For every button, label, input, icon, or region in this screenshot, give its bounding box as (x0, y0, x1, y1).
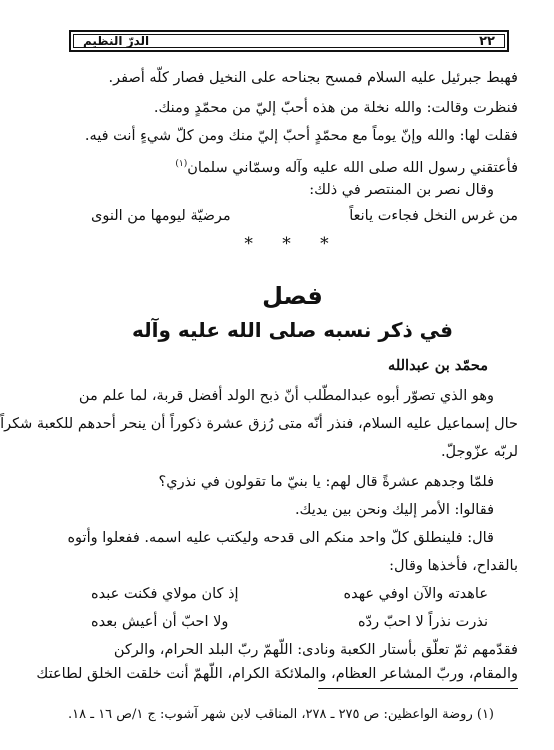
section-title: فصل (262, 282, 323, 310)
text-line: فلمّا وجدهم عشرةً قال لهم: يا بنيّ ما تقولون في نذري؟ (158, 474, 494, 490)
text-line: لربّه عزّوجلّ. (440, 444, 518, 460)
text-line: فنظرت وقالت: والله نخلة من هذه أحبّ إليّ من محمّدٍ ومنك. (153, 100, 518, 116)
text-line: فقدّمهم ثمّ تعلّق بأستار الكعبة ونادى: اللّهمّ ربّ البلد الحرام، والركن (113, 642, 518, 658)
text-line: حال إسماعيل عليه السلام، فنذر أنّه متى رُزق عشرة ذكوراً أن ينحر أحدهم للكعبة شكراً (0, 416, 518, 432)
text-line: فقلت لها: والله وإنّ يوماً مع محمّدٍ أحبّ إليّ منك ومن كلّ شيءٍ أنت فيه. (84, 128, 518, 144)
subheading: محمّد بن عبدالله (388, 357, 488, 374)
footnote-marker: (١) (175, 159, 188, 169)
text-line: فقالوا: الأمر إليك ونحن بين يديك. (294, 502, 494, 518)
text-line: والمقام، وربّ المشاعر العظام، والملائكة الكرام، اللّهمّ أنت خلقت الخلق لطاعتك (36, 666, 518, 682)
text-line: بالقداح، فأخذها وقال: (389, 558, 518, 574)
verse-hemistich-right: نذرت نذراً لا احبّ ردّه (358, 614, 488, 630)
page-number: ٢٢ (479, 33, 495, 49)
text-line: وقال نصر بن المنتصر في ذلك: (309, 182, 494, 198)
text-line: وهو الذي تصوّر أبوه عبدالمطّلب أنّ ذبح الولد أفضل قربة، لما علم من (78, 388, 494, 404)
verse-hemistich-left: مرضيّة ليومها من النوى (91, 208, 231, 224)
footnote-rule (318, 688, 518, 689)
verse-hemistich-right: من غرس النخل فجاءت يانعاً (349, 208, 518, 224)
footnote: (١) روضة الواعظين: ص ٢٧٥ ـ ٢٧٨، المناقب لابن شهر آشوب: ج ١/ص ١٦ ـ ١٨. (68, 707, 494, 722)
section-subtitle: في ذكر نسبه صلى الله عليه وآله (131, 318, 454, 342)
verse-hemistich-right: عاهدته والآن اوفي عهده (343, 586, 488, 602)
verse-hemistich-left: ولا احبّ أن أعيش بعده (91, 614, 229, 630)
text-line-content: فأعتقني رسول الله صلى الله عليه وآله وسمّاني سلمان (187, 159, 518, 176)
page-header (69, 30, 509, 52)
text-line (67, 154, 518, 178)
section-divider-stars: * * * (244, 234, 341, 254)
text-line: قال: فلينطلق كلّ واحد منكم الى قدحه وليكتب عليه اسمه. ففعلوا وأتوه (67, 530, 494, 546)
text-line: فهبط جبرئيل عليه السلام فمسح بجناحه على النخيل فصار كلّه أصفر. (108, 70, 518, 86)
book-title: الدرّ النظيم (83, 34, 150, 48)
verse-hemistich-left: إذ كان مولاي فكنت عبده (91, 586, 239, 602)
